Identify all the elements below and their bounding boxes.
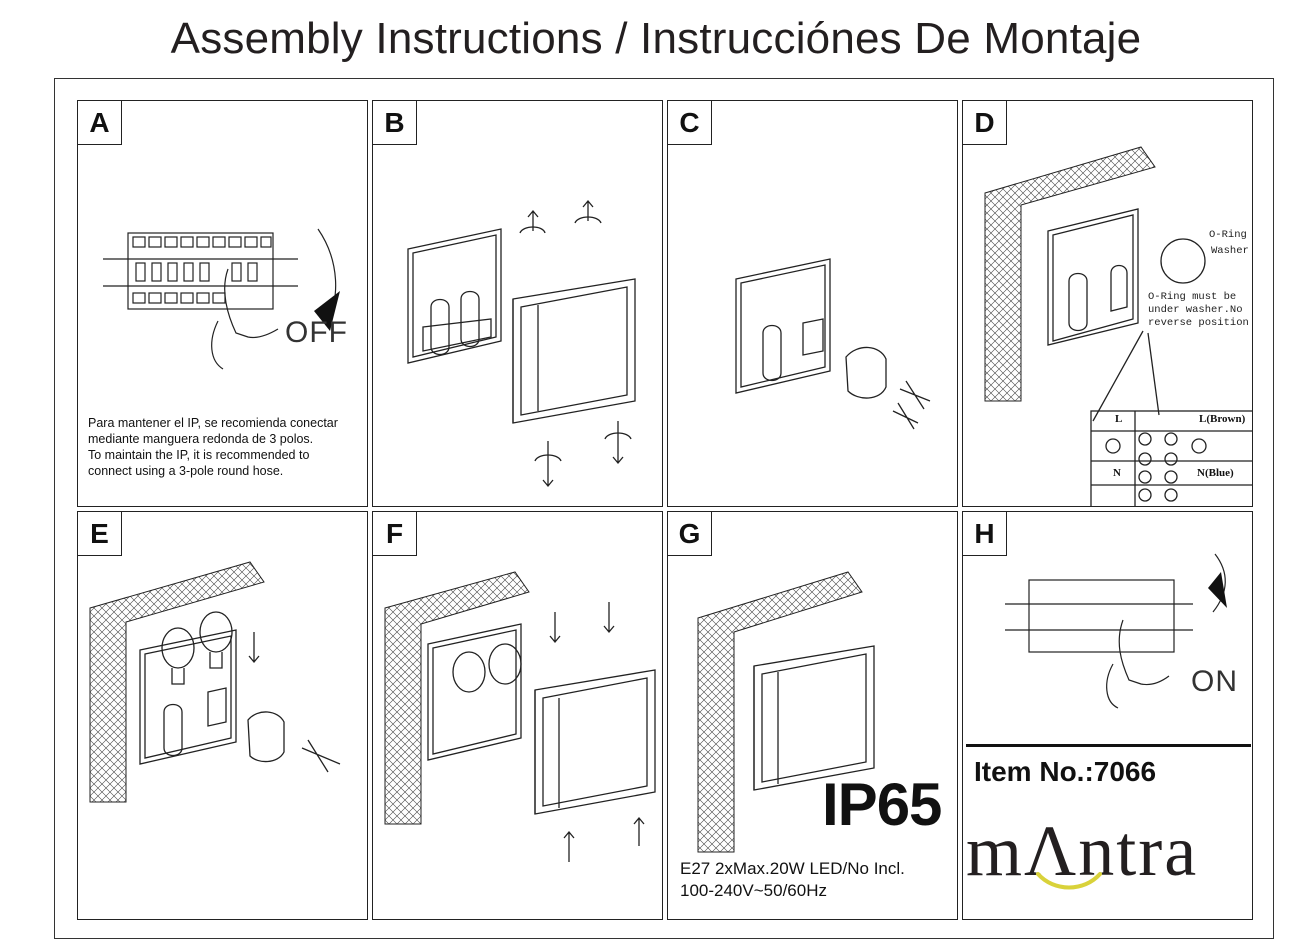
warning-line: under washer.No: [1148, 304, 1243, 316]
oring-label: O-Ring: [1209, 229, 1247, 241]
install-cover-illustration: [373, 512, 663, 920]
remove-cover-illustration: [373, 101, 663, 507]
on-label: ON: [1191, 665, 1238, 698]
brand-logo: mΛntra: [966, 811, 1199, 891]
note-line: Para mantener el IP, se recomienda conectar: [88, 416, 338, 430]
divider-rule: [966, 744, 1251, 747]
panel-label: A: [78, 101, 122, 145]
note-line: mediante manguera redonda de 3 polos.: [88, 432, 314, 446]
note-line: connect using a 3-pole round hose.: [88, 464, 284, 478]
panel-e: [77, 511, 368, 920]
oring-warning: [1148, 291, 1249, 330]
warning-line: O-Ring must be: [1148, 291, 1237, 303]
install-bulbs-illustration: [78, 512, 368, 920]
terminal-n-blue-label: N(Blue): [1197, 467, 1234, 479]
terminal-n-label: N: [1113, 467, 1121, 479]
note-line: To maintain the IP, it is recommended to: [88, 448, 310, 462]
panel-f: [372, 511, 663, 920]
remove-mount-illustration: [668, 101, 958, 507]
washer-label: Washer: [1211, 245, 1249, 257]
panel-label: H: [963, 512, 1007, 556]
panel-label: D: [963, 101, 1007, 145]
panel-label: B: [373, 101, 417, 145]
panel-g: [667, 511, 958, 920]
warning-line: reverse position: [1148, 317, 1249, 329]
panel-c: [667, 100, 958, 507]
panel-label: E: [78, 512, 122, 556]
panel-d: [962, 100, 1253, 507]
off-label: OFF: [285, 316, 348, 349]
ip-rating: IP65: [822, 771, 942, 838]
installation-note: [88, 415, 368, 479]
spec-line: E27 2xMax.20W LED/No Incl.: [680, 859, 905, 878]
panel-label: G: [668, 512, 712, 556]
page-title: Assembly Instructions / Instrucciónes De Montaje: [170, 14, 1142, 63]
terminal-l-brown-label: L(Brown): [1199, 413, 1246, 425]
panel-label: F: [373, 512, 417, 556]
item-number: Item No.:7066: [974, 756, 1157, 787]
electrical-spec: [680, 858, 905, 902]
spec-line: 100-240V~50/60Hz: [680, 881, 827, 900]
terminal-l-label: L: [1115, 413, 1123, 425]
brand-smile-icon: [1034, 870, 1104, 892]
panel-a: [77, 100, 368, 507]
panel-b: [372, 100, 663, 507]
panel-label: C: [668, 101, 712, 145]
